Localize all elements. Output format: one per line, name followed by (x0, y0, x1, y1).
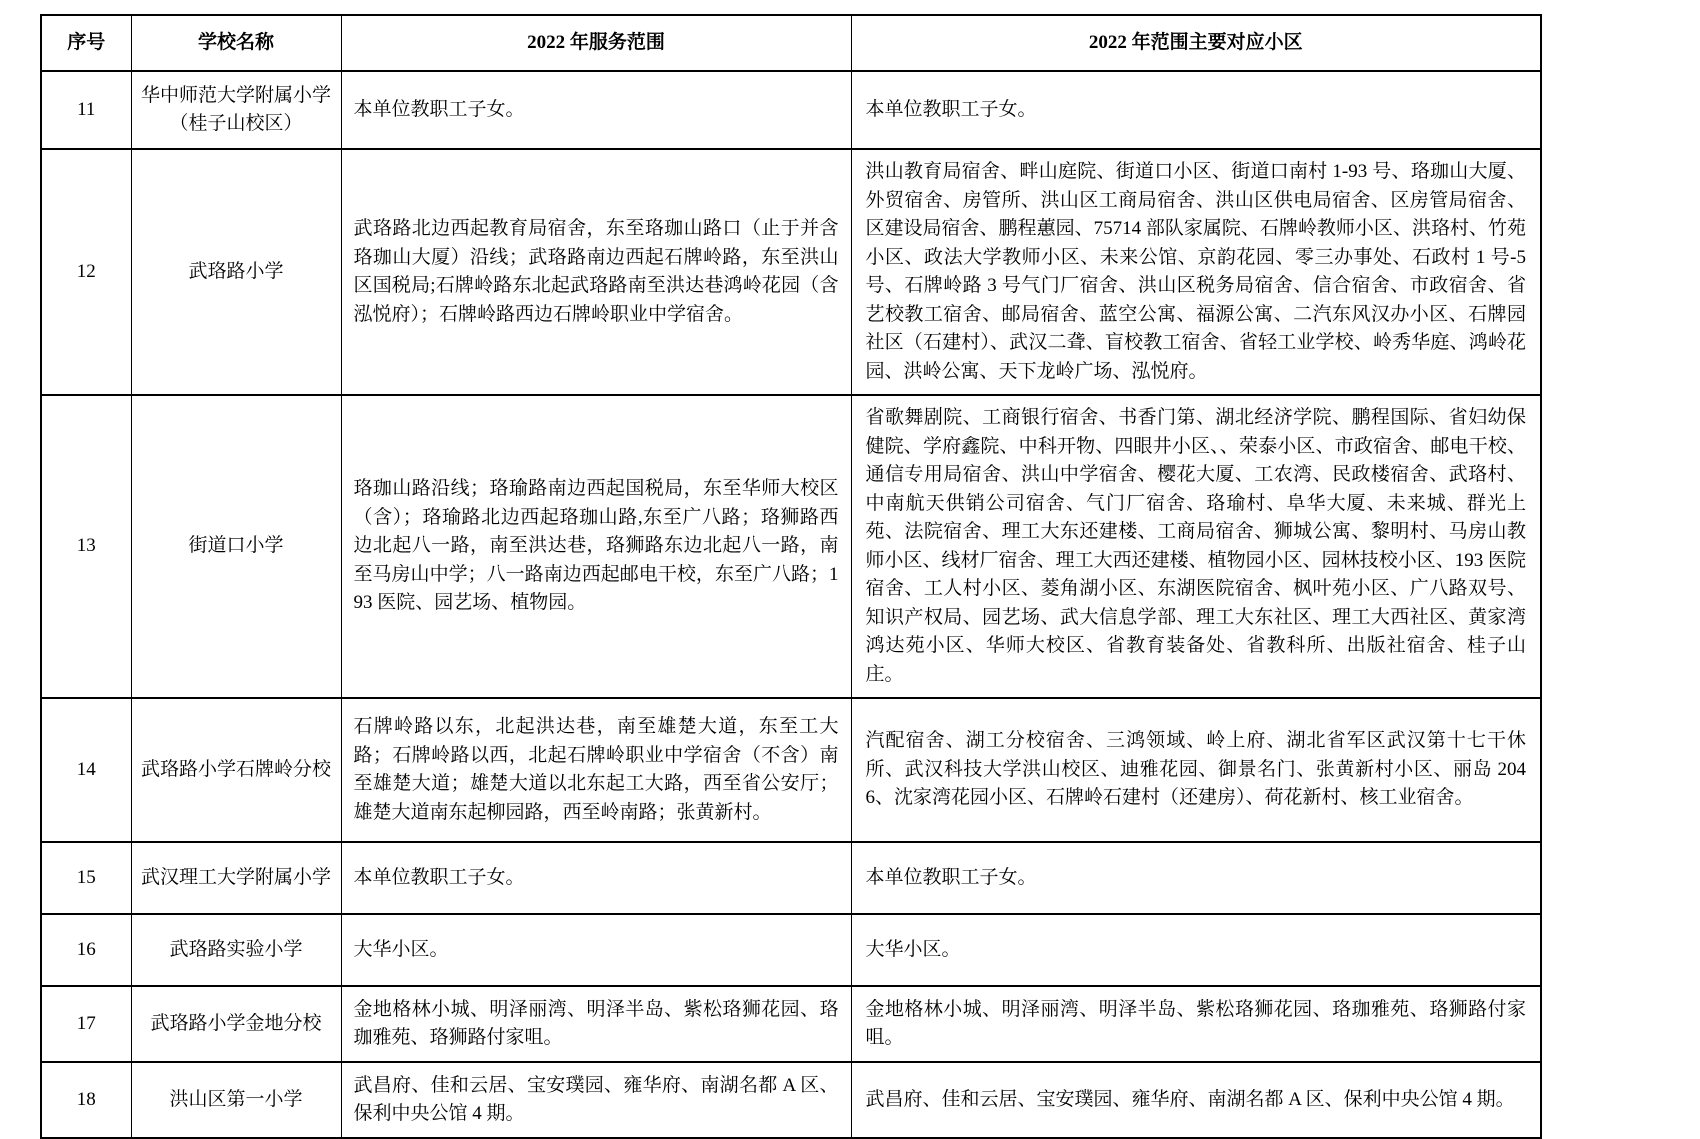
row-no: 17 (41, 986, 131, 1062)
row-no: 12 (41, 149, 131, 395)
table-row (41, 698, 1541, 842)
school-name: 武珞路小学金地分校 (131, 986, 341, 1062)
communities: 汽配宿舍、湖工分校宿舍、三鸿领域、岭上府、湖北省军区武汉第十七干休所、武汉科技大学洪山校区、迪雅花园、御景名门、张黄新村小区、丽岛 2046、沈家湾花园小区、石牌岭石建村（还建房）、荷花新村、核工业宿舍。 (851, 698, 1541, 842)
communities: 金地格林小城、明泽丽湾、明泽半岛、紫松珞狮花园、珞珈雅苑、珞狮路付家咀。 (851, 986, 1541, 1062)
communities: 省歌舞剧院、工商银行宿舍、书香门第、湖北经济学院、鹏程国际、省妇幼保健院、学府鑫院、中科开物、四眼井小区、、荣泰小区、市政宿舍、邮电干校、通信专用局宿舍、洪山中学宿舍、樱花大厦、工农湾、民政楼宿舍、武珞村、中南航天供销公司宿舍、气门厂宿舍、珞瑜村、阜华大厦、未来城、群光上苑、法院宿舍、理工大东还建楼、工商局宿舍、狮城公寓、黎明村、马房山教师小区、线材厂宿舍、理工大西还建楼、植物园小区、园林技校小区、193 医院宿舍、工人村小区、菱角湖小区、东湖医院宿舍、枫叶苑小区、广八路双号、知识产权局、园艺场、武大信息学部、理工大东社区、理工大西社区、黄家湾鸿达苑小区、华师大校区、省教育装备处、省教科所、出版社宿舍、桂子山庄。 (851, 395, 1541, 698)
school-name: 街道口小学 (131, 395, 341, 698)
header-cell-school: 学校名称 (131, 15, 341, 71)
communities: 武昌府、佳和云居、宝安璞园、雍华府、南湖名都 A 区、保利中央公馆 4 期。 (851, 1062, 1541, 1138)
service-range: 石牌岭路以东，北起洪达巷，南至雄楚大道，东至工大路；石牌岭路以西，北起石牌岭职业中学宿舍（不含）南至雄楚大道；雄楚大道以北东起工大路，西至省公安厅；雄楚大道南东起柳园路，西至岭南路；张黄新村。 (341, 698, 851, 842)
service-range: 金地格林小城、明泽丽湾、明泽半岛、紫松珞狮花园、珞珈雅苑、珞狮路付家咀。 (341, 986, 851, 1062)
table-row (41, 395, 1541, 698)
header-cell-communities: 2022 年范围主要对应小区 (851, 15, 1541, 71)
service-range: 珞珈山路沿线；珞瑜路南边西起国税局，东至华师大校区（含）；珞瑜路北边西起珞珈山路,东至广八路；珞狮路西边北起八一路，南至洪达巷，珞狮路东边北起八一路，南至马房山中学；八一路南边西起邮电干校，东至广八路；193 医院、园艺场、植物园。 (341, 395, 851, 698)
service-range: 大华小区。 (341, 914, 851, 986)
service-range: 武昌府、佳和云居、宝安璞园、雍华府、南湖名都 A 区、保利中央公馆 4 期。 (341, 1062, 851, 1138)
header-cell-range: 2022 年服务范围 (341, 15, 851, 71)
table-row (41, 914, 1541, 986)
row-no: 13 (41, 395, 131, 698)
communities: 本单位教职工子女。 (851, 842, 1541, 914)
row-no: 11 (41, 71, 131, 149)
row-no: 18 (41, 1062, 131, 1138)
communities: 大华小区。 (851, 914, 1541, 986)
school-name: 武珞路实验小学 (131, 914, 341, 986)
school-name: 华中师范大学附属小学（桂子山校区） (131, 71, 341, 149)
header-row (41, 15, 1541, 71)
school-name: 武珞路小学 (131, 149, 341, 395)
row-no: 15 (41, 842, 131, 914)
school-name: 武汉理工大学附属小学 (131, 842, 341, 914)
school-name: 洪山区第一小学 (131, 1062, 341, 1138)
communities: 本单位教职工子女。 (851, 71, 1541, 149)
communities: 洪山教育局宿舍、畔山庭院、街道口小区、街道口南村 1-93 号、珞珈山大厦、外贸宿舍、房管所、洪山区工商局宿舍、洪山区供电局宿舍、区房管局宿舍、区建设局宿舍、鹏程蕙园、75714 部队家属院、石牌岭教师小区、洪珞村、竹苑小区、政法大学教师小区、未来公馆、京韵花园、零三办事处、石政村 1 号-5 号、石牌岭路 3 号气门厂宿舍、洪山区税务局宿舍、信合宿舍、市政宿舍、省艺校教工宿舍、邮局宿舍、蓝空公寓、福源公寓、二汽东风汉办小区、石牌园社区（石建村）、武汉二聋、盲校教工宿舍、省轻工业学校、岭秀华庭、鸿岭花园、洪岭公寓、天下龙岭广场、泓悦府。 (851, 149, 1541, 395)
row-no: 14 (41, 698, 131, 842)
school-service-range-table (40, 14, 1542, 1139)
table-row (41, 842, 1541, 914)
service-range: 本单位教职工子女。 (341, 842, 851, 914)
table-row (41, 1062, 1541, 1138)
row-no: 16 (41, 914, 131, 986)
header-cell-no: 序号 (41, 15, 131, 71)
service-range: 武珞路北边西起教育局宿舍，东至珞珈山路口（止于并含珞珈山大厦）沿线；武珞路南边西起石牌岭路，东至洪山区国税局;石牌岭路东北起武珞路南至洪达巷鸿岭花园（含泓悦府）；石牌岭路西边石牌岭职业中学宿舍。 (341, 149, 851, 395)
school-name: 武珞路小学石牌岭分校 (131, 698, 341, 842)
table-row (41, 149, 1541, 395)
service-range: 本单位教职工子女。 (341, 71, 851, 149)
table-row (41, 71, 1541, 149)
